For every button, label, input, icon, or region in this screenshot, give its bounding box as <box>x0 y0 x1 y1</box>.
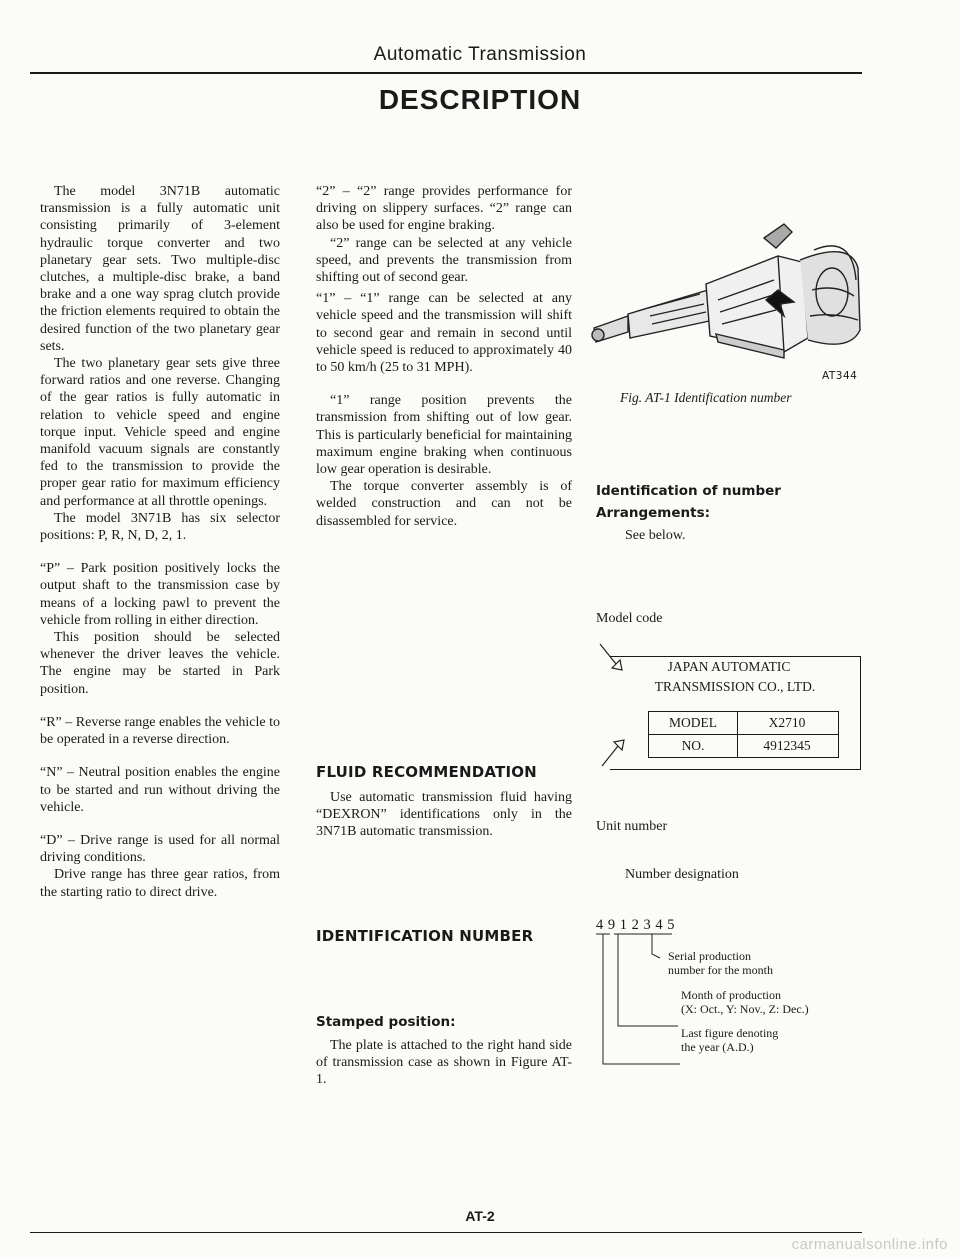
see-below-text: See below. <box>625 528 686 543</box>
stamped-text <box>316 1037 572 1089</box>
gear-sets-paragraph: The two planetary gear sets give three forward ratios and one reverse. Changing of the gear ratios is fully automatic in relation to vehicle speed and engine torque input. Vehicle speed and engine manifold vacuum signals are constantly fed to the transmission to provide the proper gear ratio for maximum efficiency and performance at all throttle openings. <box>40 356 280 509</box>
column-left <box>40 183 280 901</box>
serial-note-line-2: number for the month <box>668 963 773 977</box>
arrangements-heading <box>596 480 781 524</box>
selector-paragraph: The model 3N71B has six selector positions: P, R, N, D, 2, 1. <box>40 510 280 544</box>
park-note-paragraph: This position should be selected whenever the driver leaves the vehicle. The engine may be started in Park position. <box>40 630 280 697</box>
number-designation-label: Number designation <box>625 867 739 882</box>
range-2-paragraph: “2” – “2” range provides performance for driving on slippery surfaces. “2” range can also be used for engine braking. <box>316 184 572 234</box>
month-note-line-1: Month of production <box>681 988 781 1002</box>
identification-plate <box>610 656 861 770</box>
section-header: Automatic Transmission <box>373 44 587 65</box>
torque-converter-paragraph: The torque converter assembly is of welded construction and can not be disassembled for service. <box>316 479 572 529</box>
site-watermark: carmanualsonline.info <box>791 1236 948 1253</box>
reverse-paragraph: “R” – Reverse range enables the vehicle to be operated in a reverse direction. <box>40 714 280 748</box>
fluid-paragraph: Use automatic transmission fluid having “DEXRON” identifications only in the 3N71B automatic transmission. <box>316 790 572 840</box>
arrangements-heading-line-1: Identification of number <box>596 483 781 499</box>
drive-ratios-paragraph: Drive range has three gear ratios, from the starting ratio to direct drive. <box>40 867 280 900</box>
model-code-label: Model code <box>596 611 663 626</box>
year-note <box>681 1026 778 1054</box>
month-production-note <box>681 988 809 1016</box>
intro-paragraph: The model 3N71B automatic transmission is a fully automatic unit consisting primarily of 3-element hydraulic torque converter and two planetary gear sets. Two multiple-disc clutches, a multiple-disc brake, a band brake and a one way sprag clutch provide the friction elements required to obtain the desired function of the two planetary gear sets. <box>40 184 280 354</box>
park-paragraph: “P” – Park position positively locks the output shaft to the transmission case by means of a locking pawl to prevent the vehicle from rolling in either direction. <box>40 561 280 628</box>
column-middle <box>316 183 572 530</box>
identification-heading: IDENTIFICATION NUMBER <box>316 927 534 945</box>
range-2-detail-paragraph: “2” range can be selected at any vehicle speed, and prevents the transmission from shifting out of second gear. <box>316 235 572 286</box>
plate-maker-line-1: JAPAN AUTOMATIC <box>667 659 791 674</box>
plate-model-value: X2710 <box>736 711 839 735</box>
figure-caption: Fig. AT-1 Identification number <box>620 390 792 405</box>
arrangements-heading-line-2: Arrangements: <box>596 505 711 521</box>
year-note-line-1: Last figure denoting <box>681 1026 779 1040</box>
serial-note-line-1: Serial production <box>668 949 751 963</box>
plate-maker-line-2: TRANSMISSION CO., LTD. <box>654 679 816 694</box>
plate-number-label: NO. <box>648 734 738 758</box>
stamped-heading: Stamped position: <box>316 1014 456 1030</box>
month-note-line-2: (X: Oct., Y: Nov., Z: Dec.) <box>681 1002 809 1016</box>
range-1-detail-paragraph: “1” range position prevents the transmission from shifting out of low gear. This is particularly beneficial for maintaining maximum engine braking when continuous low gear operation is desirable. <box>316 393 572 478</box>
plate-number-value: 4912345 <box>736 734 839 758</box>
year-note-line-2: the year (A.D.) <box>681 1040 754 1054</box>
range-1-paragraph: “1” – “1” range can be selected at any vehicle speed and the transmission will shift to second gear and remain in second until vehicle speed is reduced to approximately 40 to 50 km/h (25 to 31 MPH). <box>316 291 572 376</box>
stamped-paragraph: The plate is attached to the right hand side of transmission case as shown in Figure AT-1. <box>316 1038 572 1088</box>
neutral-paragraph: “N” – Neutral position enables the engine to be started and run without driving the vehicle. <box>40 765 280 815</box>
serial-production-note <box>668 949 773 977</box>
figure-code: AT344 <box>822 370 858 382</box>
fluid-text <box>316 789 572 841</box>
header-rule <box>30 72 862 74</box>
fluid-heading: FLUID RECOMMENDATION <box>316 763 537 781</box>
transmission-illustration <box>588 220 868 360</box>
page-title: DESCRIPTION <box>378 84 582 115</box>
designation-digits: 4 9 1 2 3 4 5 <box>596 917 675 933</box>
drive-paragraph: “D” – Drive range is used for all normal driving conditions. <box>40 832 280 866</box>
unit-number-label: Unit number <box>596 819 668 834</box>
plate-model-label: MODEL <box>648 711 738 735</box>
page-number: AT-2 <box>465 1208 495 1224</box>
footer-rule <box>30 1232 862 1233</box>
